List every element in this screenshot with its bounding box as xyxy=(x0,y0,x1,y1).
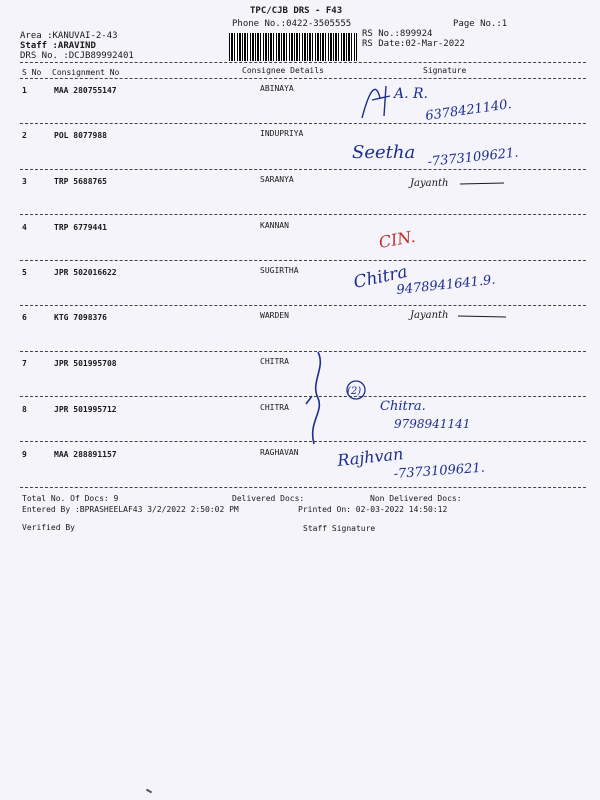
printed-on: Printed On: 02-03-2022 14:50:12 xyxy=(298,505,448,514)
signature-row-5 xyxy=(351,261,525,306)
row-consignee: SUGIRTHA xyxy=(260,266,299,275)
row-sno: 7 xyxy=(22,359,27,368)
row-consignee: WARDEN xyxy=(260,311,289,320)
signature-row-2 xyxy=(352,132,542,172)
row-sno: 8 xyxy=(22,405,27,414)
signature-text: Jayanth xyxy=(410,178,449,189)
signature-phone: 9798941141 xyxy=(394,417,471,431)
rs-date: RS Date:02-Mar-2022 xyxy=(362,39,465,49)
row-consignee: RAGHAVAN xyxy=(260,448,299,457)
row-sno: 1 xyxy=(22,86,27,95)
row-sno: 3 xyxy=(22,177,27,186)
signature-row-3 xyxy=(408,172,508,192)
header-rule-top xyxy=(20,62,586,63)
column-header-consignee: Consignee Details xyxy=(242,66,324,75)
entered-by: Entered By :BPRASHEELAF43 3/2/2022 2:50:02 PM xyxy=(22,505,239,514)
row-consignment: POL 8077988 xyxy=(54,131,107,140)
signature-text: Rajhvan xyxy=(336,444,405,470)
row-consignee: SARANYA xyxy=(260,175,294,184)
row-sno: 9 xyxy=(22,450,27,459)
column-header-signature: Signature xyxy=(423,66,467,75)
row-consignment: MAA 280755147 xyxy=(54,86,117,95)
row-sno: 6 xyxy=(22,313,27,322)
row-consignment: TRP 5688765 xyxy=(54,177,107,186)
row-sno: 2 xyxy=(22,131,27,140)
row-consignee: CHITRA xyxy=(260,357,289,366)
signature-phone: 9478941641.9. xyxy=(395,272,497,298)
row-consignment: JPR 501995712 xyxy=(54,405,117,414)
area-label: Area :KANUVAI-2-43 xyxy=(20,31,118,41)
column-header-consignment: Consignment No xyxy=(52,68,120,77)
row-sno: 5 xyxy=(22,268,27,277)
signature-mark: (2) xyxy=(347,386,362,397)
rs-number: RS No.:899924 xyxy=(362,29,433,39)
staff-label: Staff :ARAVIND xyxy=(20,41,96,51)
signature-text: Chitra xyxy=(351,261,410,293)
row-divider xyxy=(20,260,586,261)
signature-text: Chitra. xyxy=(380,399,426,414)
staff-signature: Staff Signature xyxy=(303,524,376,533)
barcode xyxy=(229,33,357,61)
drs-number: DRS No. :DCJB89992401 xyxy=(20,51,134,61)
scan-speck xyxy=(146,789,152,794)
signature-phone: -7373109621. xyxy=(393,460,486,482)
document-title: TPC/CJB DRS - F43 xyxy=(250,6,343,16)
column-header-sno: S No xyxy=(22,68,42,77)
row-sno: 4 xyxy=(22,223,27,232)
signature-phone: -7373109621. xyxy=(426,145,520,170)
page-number: Page No.:1 xyxy=(453,19,508,29)
signature-row-9 xyxy=(336,442,516,488)
signature-phone: 6378421140. xyxy=(424,97,513,124)
row-consignment: KTG 7098376 xyxy=(54,313,107,322)
phone-number: Phone No.:0422-3505555 xyxy=(232,19,352,29)
row-consignee: CHITRA xyxy=(260,403,289,412)
verified-by: Verified By xyxy=(22,523,75,532)
row-consignment: JPR 502016622 xyxy=(54,268,117,277)
signature-row-8 xyxy=(378,396,498,436)
signature-text: Seetha xyxy=(352,142,416,163)
signature-row-6 xyxy=(408,306,508,326)
row-consignee: ABINAYA xyxy=(260,84,294,93)
total-docs: Total No. Of Docs: 9 xyxy=(22,494,119,503)
signature-brace-row-7-8 xyxy=(298,348,388,448)
signature-row-4 xyxy=(378,228,418,256)
row-consignment: JPR 501995708 xyxy=(54,359,117,368)
row-divider xyxy=(20,214,586,215)
delivered-docs: Delivered Docs: xyxy=(232,494,305,503)
signature-text: Jayanth xyxy=(410,310,449,321)
signature-row-1 xyxy=(350,78,530,126)
row-consignee: KANNAN xyxy=(260,221,289,230)
signature-text: CIN. xyxy=(377,226,417,252)
non-delivered-docs: Non Delivered Docs: xyxy=(370,494,462,503)
row-consignment: MAA 288891157 xyxy=(54,450,117,459)
signature-text: A. R. xyxy=(394,86,429,102)
row-consignee: INDUPRIYA xyxy=(260,129,304,138)
row-consignment: TRP 6779441 xyxy=(54,223,107,232)
